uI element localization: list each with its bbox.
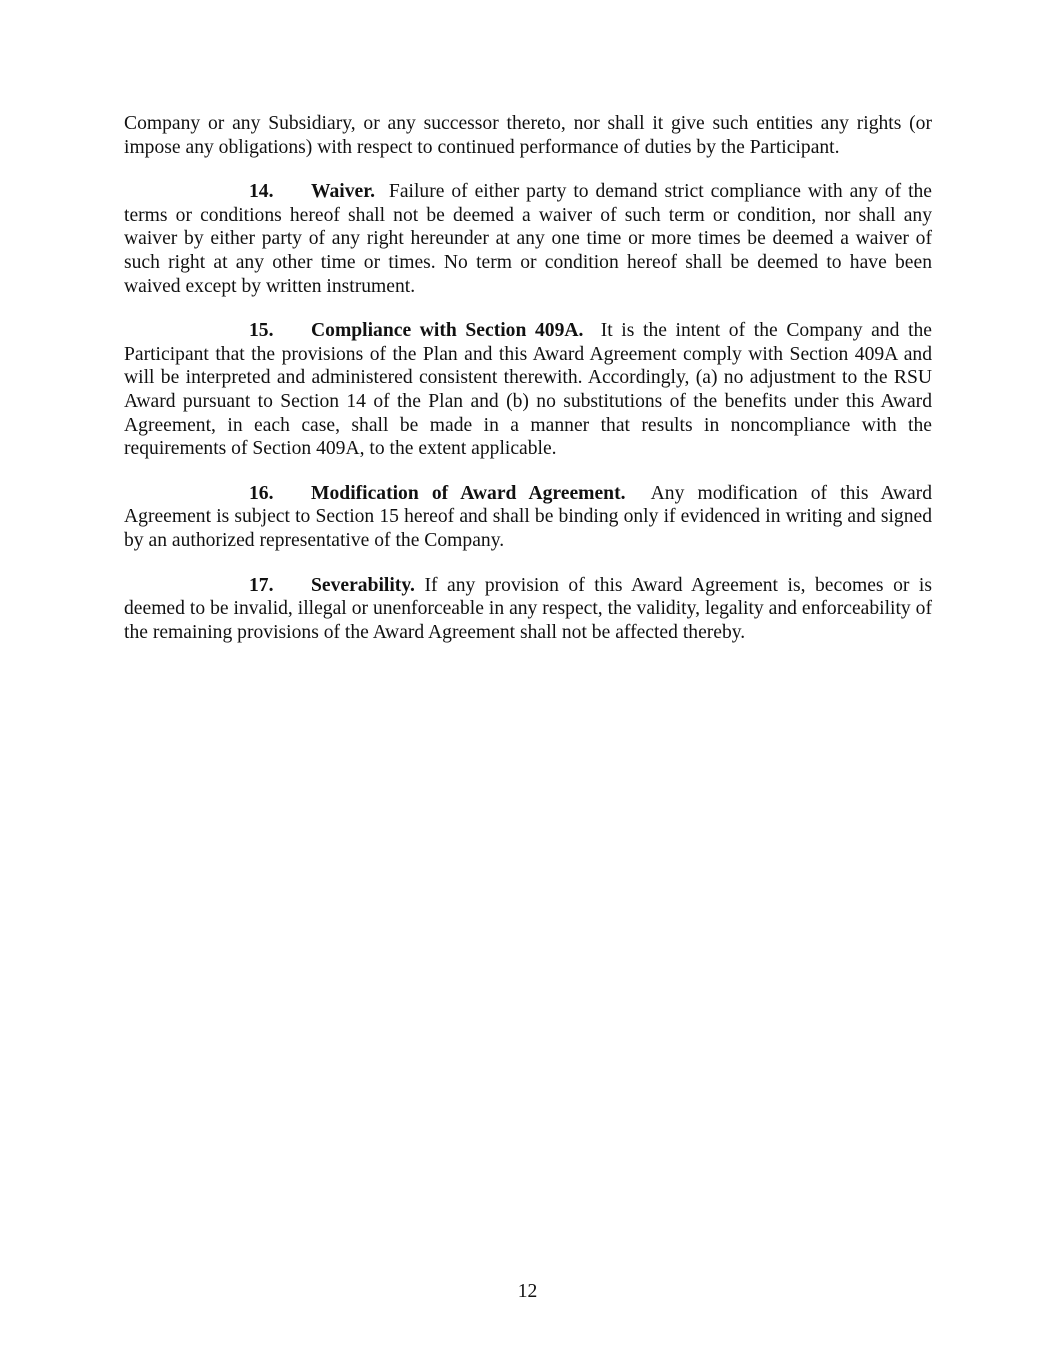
- section-severability: [124, 574, 932, 645]
- section-compliance-409a: [124, 319, 932, 461]
- page-number: 12: [517, 1281, 538, 1302]
- continuation-paragraph: [124, 112, 932, 159]
- section-number: 17.: [249, 574, 274, 596]
- section-number: 16.: [249, 482, 274, 504]
- section-number: 14.: [249, 181, 274, 203]
- section-body: If any provision of this Award Agreement is, becomes or is deemed to be invalid, illegal or unenforceable in any respect, the validity, legality and enforceability of the remaining provisions of the Award Agreement shall not be affected thereby.: [124, 574, 932, 643]
- section-heading: Compliance with Section 409A.: [311, 320, 584, 342]
- section-heading: Modification of Award Agreement.: [311, 482, 626, 504]
- section-number: 15.: [249, 320, 274, 342]
- section-modification: [124, 482, 932, 553]
- section-waiver: [124, 180, 932, 298]
- section-body: It is the intent of the Company and the Participant that the provisions of the Plan and this Award Agreement comply with Section 409A and will be interpreted and administered consistent therewith. Accordingly, (a) no adjustment to the RSU Award pursuant to Section 14 of the Plan and (b) no substitutions of the benefits under this Award Agreement, in each case, shall be made in a manner that results in noncompliance with the requirements of Section 409A, to the extent applicable.: [124, 320, 933, 460]
- section-heading: Severability.: [311, 574, 415, 596]
- section-heading: Waiver.: [311, 181, 376, 203]
- section-body: Failure of either party to demand strict compliance with any of the terms or conditions hereof shall not be deemed a waiver of such term or condition, nor shall any waiver by either party of any right hereunder at any one time or more times be deemed a waiver of such right at any other time or times. No term or condition hereof shall be deemed to have been waived except by written instrument.: [124, 181, 933, 297]
- section-body: Any modification of this Award Agreement is subject to Section 15 hereof and shall be binding only if evidenced in writing and signed by an authorized representative of the Company.: [124, 482, 933, 551]
- document-page: [124, 112, 932, 665]
- continuation-text: Company or any Subsidiary, or any successor thereto, nor shall it give such entities any rights (or impose any obligations) with respect to continued performance of duties by the Participant.: [124, 113, 932, 158]
